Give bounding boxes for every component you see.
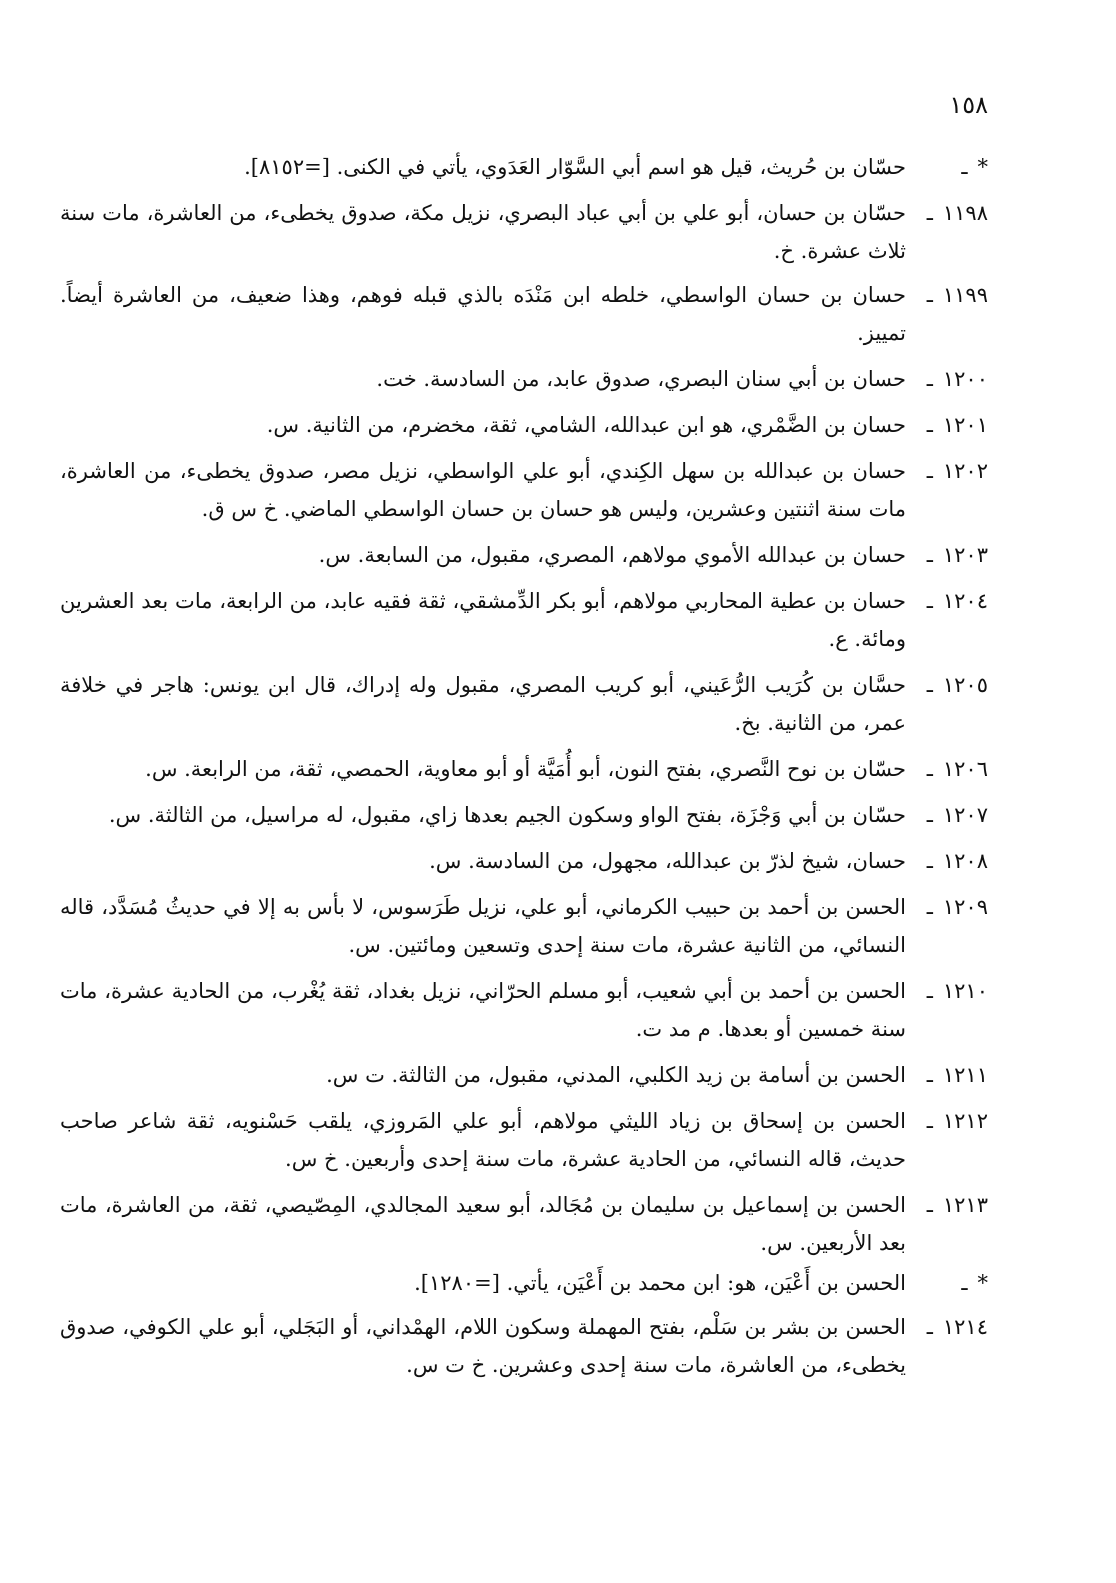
list-item	[60, 582, 988, 658]
list-item	[60, 750, 988, 788]
entry-text: حسّان بن حسان، أبو علي بن أبي عباد البصري، نزيل مكة، صدوق يخطىء، من العاشرة، مات سنة ثلاث عشرة. خ.	[60, 201, 906, 263]
entry-number: ١٢٠٧ـ	[926, 803, 988, 827]
entry-number: *ـ	[961, 1271, 988, 1295]
list-item	[60, 1264, 988, 1302]
list-item	[60, 842, 988, 880]
entry-text: الحسن بن إسحاق بن زياد الليثي مولاهم، أبو علي المَروزي، يلقب حَسْنويه، ثقة شاعر صاحب حديث، قاله النسائي، من الحادية عشرة، مات سنة إحدى وأربعين. خ س.	[60, 1109, 906, 1171]
entry-number: ١١٩٨ـ	[926, 201, 988, 225]
list-item	[60, 1186, 988, 1262]
entry-text: حسان بن عبدالله بن سهل الكِندي، أبو علي الواسطي، نزيل مصر، صدوق يخطىء، من العاشرة، مات سنة اثنتين وعشرين، وليس هو حسان بن حسان الواسطي الماضي. خ س ق.	[60, 459, 906, 521]
entry-text: حسّان بن نوح النَّصري، بفتح النون، أبو أُمَيَّة أو أبو معاوية، الحمصي، ثقة، من الرابعة. س.	[145, 757, 906, 781]
list-item	[60, 194, 988, 270]
list-item	[60, 1308, 988, 1384]
entry-text: حسان بن عبدالله الأموي مولاهم، المصري، مقبول، من السابعة. س.	[318, 543, 906, 567]
page-number: ١٥٨	[949, 91, 988, 119]
entry-number: ١٢٠٠ـ	[926, 367, 988, 391]
entry-text: حسان، شيخ لذرّ بن عبدالله، مجهول، من السادسة. س.	[429, 849, 906, 873]
entry-text: الحسن بن أحمد بن حبيب الكرماني، أبو علي، نزيل طَرَسوس، لا بأس به إلا في حديثُ مُسَدَّد، قاله النسائي، من الثانية عشرة، مات سنة إحدى وتسعين ومائتين. س.	[60, 895, 906, 957]
entry-number: ١٢٠٦ـ	[926, 757, 988, 781]
list-item	[60, 796, 988, 834]
entry-number: ١٢٠٤ـ	[926, 589, 988, 613]
entry-number: ١٢١٤ـ	[926, 1315, 988, 1339]
list-item	[60, 972, 988, 1048]
list-item	[60, 452, 988, 528]
entry-text: حسان بن أبي سنان البصري، صدوق عابد، من السادسة. خت.	[376, 367, 906, 391]
list-item	[60, 1102, 988, 1178]
list-item	[60, 276, 988, 352]
entry-number: ١٢٠٩ـ	[926, 895, 988, 919]
entry-text: الحسن بن أَعْيَن، هو: ابن محمد بن أَعْيَن، يأتي. [=١٢٨٠].	[414, 1271, 906, 1295]
entry-number: ١٢١٠ـ	[926, 979, 988, 1003]
list-item	[60, 666, 988, 742]
entry-text: حسّان بن حُريث، قيل هو اسم أبي السَّوّار العَدَوي، يأتي في الكنى. [=٨١٥٢].	[244, 155, 906, 179]
list-item	[60, 360, 988, 398]
entry-text: حسان بن عطية المحاربي مولاهم، أبو بكر الدِّمشقي، ثقة فقيه عابد، من الرابعة، مات بعد العشرين ومائة. ع.	[60, 589, 906, 651]
entry-number: ١٢١١ـ	[926, 1063, 988, 1087]
entry-text: الحسن بن إسماعيل بن سليمان بن مُجَالد، أبو سعيد المجالدي، المِصّيصي، ثقة، من العاشرة، مات بعد الأربعين. س.	[60, 1193, 906, 1255]
entry-number: ١٢٠٢ـ	[926, 459, 988, 483]
list-item	[60, 1056, 988, 1094]
entry-text: حسان بن الضَّمْري، هو ابن عبدالله، الشامي، ثقة، مخضرم، من الثانية. س.	[266, 413, 906, 437]
list-item	[60, 406, 988, 444]
list-item	[60, 536, 988, 574]
entry-text: حسّان بن أبي وَجْزَة، بفتح الواو وسكون الجيم بعدها زاي، مقبول، له مراسيل، من الثالثة. س.	[108, 803, 906, 827]
entry-number: *ـ	[961, 155, 988, 179]
list-item	[60, 888, 988, 964]
entry-number: ١٢٠٨ـ	[926, 849, 988, 873]
list-item	[60, 148, 988, 186]
entry-text: الحسن بن أحمد بن أبي شعيب، أبو مسلم الحرّاني، نزيل بغداد، ثقة يُغْرب، من الحادية عشرة، مات سنة خمسين أو بعدها. م مد ت.	[60, 979, 906, 1041]
entry-text: الحسن بن أسامة بن زيد الكلبي، المدني، مقبول، من الثالثة. ت س.	[326, 1063, 906, 1087]
entry-text: حسَّان بن كُرَيب الرُّعَيني، أبو كريب المصري، مقبول وله إدراك، قال ابن يونس: هاجر في خلافة عمر، من الثانية. بخ.	[60, 673, 906, 735]
entry-text: حسان بن حسان الواسطي، خلطه ابن مَنْدَه بالذي قبله فوهم، وهذا ضعيف، من العاشرة أيضاً. تمييز.	[60, 283, 906, 345]
entry-list	[0, 148, 1116, 1384]
entry-number: ١٢١٢ـ	[926, 1109, 988, 1133]
entry-number: ١٢٠٣ـ	[926, 543, 988, 567]
entry-number: ١٢٠١ـ	[926, 413, 988, 437]
entry-number: ١٢٠٥ـ	[926, 673, 988, 697]
entry-number: ١٢١٣ـ	[926, 1193, 988, 1217]
entry-number: ١١٩٩ـ	[926, 283, 988, 307]
entry-text: الحسن بن بشر بن سَلْم، بفتح المهملة وسكون اللام، الهمْداني، أو البَجَلي، أبو علي الكوفي، صدوق يخطىء، من العاشرة، مات سنة إحدى وعشرين. خ ت س.	[60, 1315, 906, 1377]
